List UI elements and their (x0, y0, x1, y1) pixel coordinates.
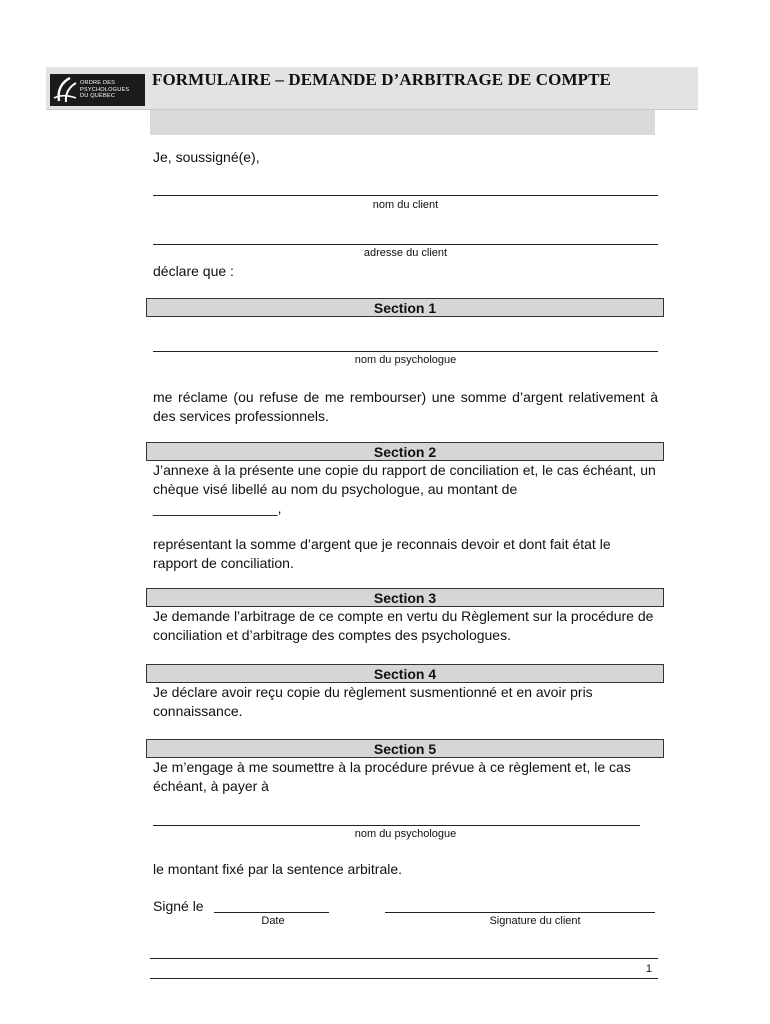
psychologist-name-label-2: nom du psychologue (354, 828, 457, 840)
amount-field[interactable]: ________________, (153, 500, 282, 516)
section-5-text: Je m’engage à me soumettre à la procédure prévue à ce règlement et, le cas échéant, à payer à (153, 759, 631, 794)
footer-rule-bottom (150, 978, 658, 979)
section-1-text: me réclame (ou refuse de me rembourser) une somme d’argent relativement à des services professionnels. (153, 389, 658, 424)
client-signature-label: Signature du client (489, 915, 581, 927)
section-2-text-b: représentant la somme d’argent que je reconnais devoir et dont fait état le rapport de conciliation. (153, 536, 611, 571)
client-signature-field[interactable] (385, 912, 655, 913)
page-number: 1 (645, 963, 652, 975)
logo-line-1: ORDRE DES (80, 80, 116, 87)
logo (50, 74, 145, 106)
section-3-header: Section 3 (146, 588, 664, 607)
sub-header-band (150, 110, 655, 135)
section-1-header: Section 1 (146, 298, 664, 317)
section-4-text: Je déclare avoir reçu copie du règlement susmentionné et en avoir pris connaissance. (153, 684, 593, 719)
psychologist-name-label-1: nom du psychologue (354, 354, 457, 366)
footer-rule-top (150, 958, 658, 959)
client-name-label: nom du client (372, 199, 439, 211)
logo-line-3: DU QUÉBEC (80, 93, 116, 100)
client-name-field[interactable] (153, 195, 658, 196)
section-3-text: Je demande l’arbitrage de ce compte en vertu du Règlement sur la procédure de conciliation et d’arbitrage des comptes des psychologues. (153, 608, 654, 643)
client-address-field[interactable] (153, 244, 658, 245)
section-2-text: J’annexe à la présente une copie du rapport de conciliation et, le cas échéant, un chèque visé libellé au nom du psychologue, au montant de (153, 462, 656, 497)
logo-mark-icon (50, 74, 80, 106)
psychologist-name-field-2[interactable] (153, 825, 640, 826)
client-address-label: adresse du client (363, 247, 448, 259)
signed-on-text: Signé le (153, 898, 204, 914)
section-2-header: Section 2 (146, 442, 664, 461)
logo-line-2: PSYCHOLOGUES (80, 86, 130, 93)
amount-fixed-text: le montant fixé par la sentence arbitrale. (153, 861, 403, 877)
intro-text: Je, soussigné(e), (153, 149, 260, 165)
page-title: FORMULAIRE – DEMANDE D’ARBITRAGE DE COMPTE (152, 70, 611, 89)
date-field[interactable] (214, 912, 329, 913)
declare-text: déclare que : (153, 263, 234, 279)
logo-text (80, 80, 129, 99)
section-4-header: Section 4 (146, 664, 664, 683)
psychologist-name-field-1[interactable] (153, 351, 658, 352)
date-label: Date (261, 915, 285, 927)
section-5-header: Section 5 (146, 739, 664, 758)
